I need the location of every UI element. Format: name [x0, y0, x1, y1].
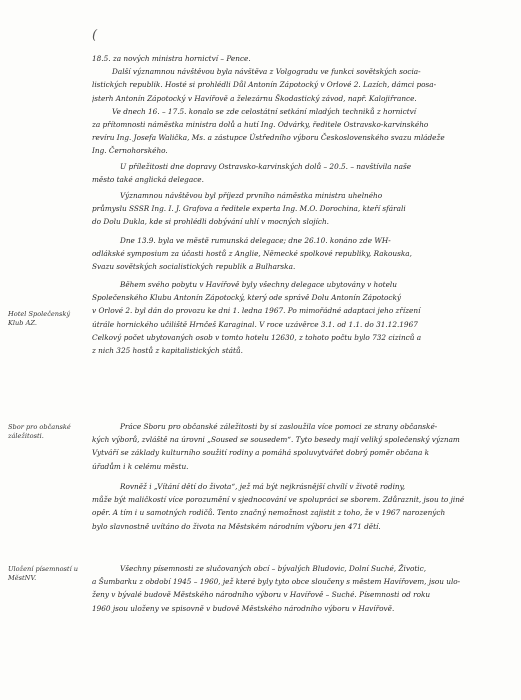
- text-line: Společenského Klubu Antonín Zápotocký, který ode správě Dolu Antonín Zápotocký: [92, 293, 402, 303]
- text-line: 18.5. za nových ministra hornictví – Pence.: [92, 54, 251, 63]
- text-line: revíru Ing. Josefa Walička, Ms. a zástupce Ústředního výboru Československého svazu mládeže: [92, 133, 445, 143]
- paragraph-civic-affairs-board: [92, 420, 500, 473]
- text-line: kých výborů, zvláště na úrovni „Soused se sousedem“. Tyto besedy mají veliký společenský význam: [92, 435, 460, 445]
- paragraph-english-delegation: [92, 160, 500, 186]
- text-line: odlákské symposium za účasti hostů z Anglie, Německé spolkové republiky, Rakouska,: [92, 249, 412, 259]
- text-line: Celkový počet ubytovaných osob v tomto hotelu 12630, z tohoto počtu bylo 732 cizinců a: [92, 332, 422, 342]
- text-line: do Dolu Dukla, kde si prohlédli dobývání uhlí v mocných slojích.: [92, 217, 329, 227]
- paragraph-hotel-accommodation: [92, 278, 500, 357]
- text-line: město také anglická delegace.: [92, 175, 204, 185]
- text-line: 1960 jsou uloženy ve spisovně v budově Městského národního výboru v Havířově.: [92, 603, 395, 613]
- margin-note-civic-board: Sbor pro občanské záležitosti.: [8, 423, 71, 440]
- text-line: útrále hornického učiliště Hrnčeš Karaginal. V roce uzávěrce 3.1. od 1.1. do 31.12.1967: [92, 319, 418, 329]
- text-line: Ing. Černohorského.: [92, 146, 168, 156]
- text-line: z nich 325 hostů z kapitalistických států.: [92, 346, 243, 356]
- text-line: listických republik. Hosté si prohlédli Důl Antonín Zápotocký v Orlové 2. Lazích, dámci posa-: [92, 80, 437, 90]
- text-line: jsterh Antonín Zápotocký v Havířově a železárnu Škodastický závod, např. Kalojiřrance.: [92, 93, 417, 103]
- paragraph-romanian-delegation: [92, 234, 500, 274]
- text-line: může být maličkostí více porozumění v sjednocování ve spolupráci se sborem. Zdůraznit, jsou to jiné: [92, 495, 465, 505]
- page-corner-mark: (: [92, 28, 98, 43]
- margin-note-hotel: Hotel Společenský Klub AZ.: [8, 310, 71, 327]
- paragraph-document-storage: [92, 562, 500, 615]
- text-line: Další významnou návštěvou byla návštěva z Volgogradu ve funkci sovětských socia-: [112, 67, 421, 77]
- text-line: Všechny písemnosti ze slučovaných obcí – bývalých Bludovic, Dolní Suché, Životic,: [120, 564, 427, 573]
- text-line: Svazu sovětských socialistických republik a Bulharska.: [92, 262, 296, 272]
- text-line: průmyslu SSSR Ing. I. J. Grafova a ředitele experta Ing. M.O. Dorochina, kteří sfárali: [92, 204, 406, 214]
- text-line: bylo slavnostně uvítáno do života na Městském národním výboru jen 471 dětí.: [92, 521, 381, 531]
- paragraph-welcoming-children: [92, 480, 500, 533]
- text-line: Práce Sboru pro občanské záležitosti by si zasloužila více pomoci ze strany občanské-: [120, 422, 438, 431]
- text-line: ženy v bývalé budově Městského národního výboru v Havířově – Suché. Písemnosti od roku: [92, 590, 431, 600]
- text-line: úřadům i k celému městu.: [92, 461, 189, 471]
- text-line: Ve dnech 16. – 17.5. konalo se zde celostátní setkání mladých techniků z hornictví: [112, 106, 417, 116]
- text-line: Významnou návštěvou byl příjezd prvního náměstka ministra uhelného: [120, 191, 383, 200]
- text-line: opěr. A tím i u samotných rodičů. Tento značný nemožnost zajistit z toho, že v 1967 narozených: [92, 508, 446, 518]
- text-line: a Šumbarku z období 1945 – 1960, jež které byly tyto obce sloučeny s městem Havířovem, jsou ulo-: [92, 577, 461, 587]
- text-line: za přítomnosti náměstka ministra dolů a hutí Ing. Odvárky, ředitele Ostravsko-karvinského: [92, 120, 429, 130]
- margin-note-document-storage: Uložení písemností u MěstNV.: [8, 565, 79, 582]
- text-line: U příležitosti dne dopravy Ostravsko-karvinských dolů – 20.5. – navštívila naše: [120, 162, 412, 171]
- text-line: Během svého pobytu v Havířově byly všechny delegace ubytovány v hotelu: [120, 280, 397, 289]
- text-line: v Orlové 2. byl dán do provozu ke dni 1. ledna 1967. Po mimořádné adaptaci jeho zřízení: [92, 306, 421, 316]
- text-line: Vytváří se základy kulturního soužití rodiny a pomáhá spoluvytvářet dobrý poměr občana k: [92, 448, 430, 458]
- text-line: Rovněž i „Vítání dětí do života“, jež má být nejkrásnější chvílí v životě rodiny,: [120, 482, 406, 491]
- paragraph-soviet-minister: [92, 189, 500, 229]
- text-line: Dne 13.9. byla ve městě rumunská delegace; dne 26.10. konáno zde WH-: [120, 236, 391, 245]
- paragraph-visits-volgograd: [92, 52, 500, 158]
